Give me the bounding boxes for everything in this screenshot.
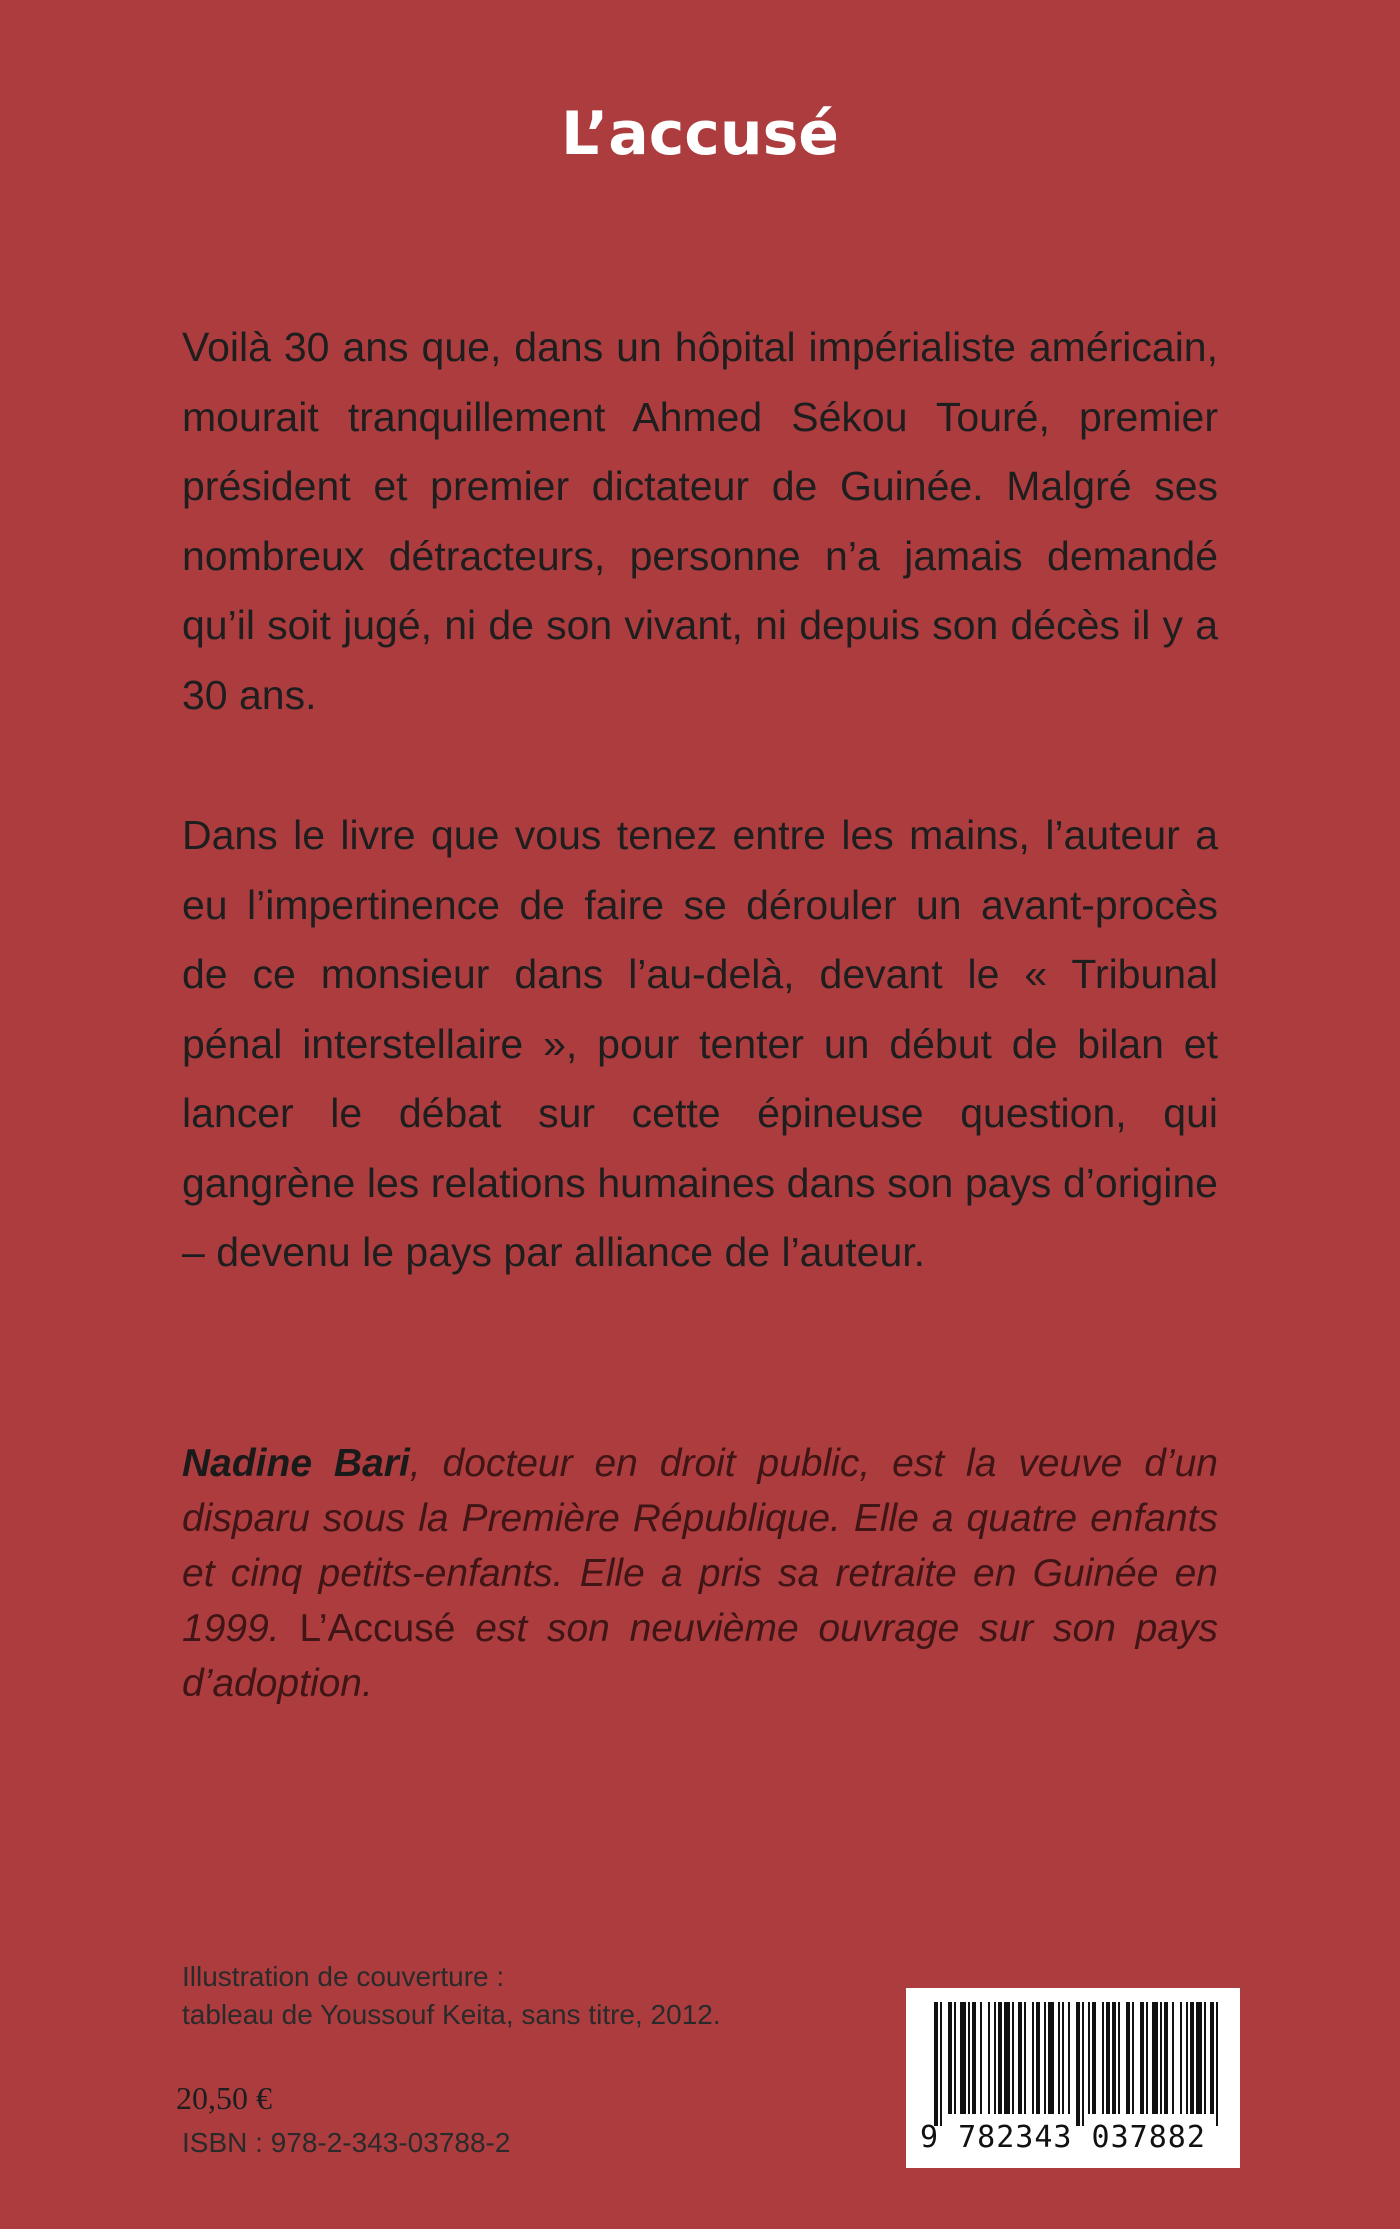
barcode-bar xyxy=(954,2002,956,2114)
barcode xyxy=(906,1988,1240,2168)
barcode-digits: 9 782343 037882 xyxy=(920,2120,1206,2155)
barcode-bar xyxy=(960,2002,966,2114)
barcode-bar xyxy=(948,2002,952,2114)
isbn: ISBN : 978-2-343-03788-2 xyxy=(182,2127,511,2158)
barcode-bar xyxy=(1216,2002,1218,2126)
cover-credit-line-1: Illustration de couverture : xyxy=(182,1961,505,1992)
barcode-bar xyxy=(1048,2002,1054,2114)
barcode-bar xyxy=(1004,2002,1010,2114)
barcode-bar xyxy=(1106,2002,1110,2114)
barcode-bar xyxy=(1132,2002,1134,2114)
barcode-bar xyxy=(998,2002,1002,2114)
barcode-bar xyxy=(1058,2002,1060,2114)
barcode-bar xyxy=(1172,2002,1174,2114)
book-title: L’accusé xyxy=(561,99,839,169)
barcode-bar xyxy=(1204,2002,1206,2114)
barcode-bar xyxy=(1044,2002,1046,2114)
barcode-bar xyxy=(1024,2002,1026,2114)
barcode-bar xyxy=(1190,2002,1194,2114)
barcode-bar xyxy=(1140,2002,1144,2114)
barcode-bar xyxy=(1088,2002,1090,2114)
barcode-bar xyxy=(1210,2002,1214,2114)
barcode-bar xyxy=(1146,2002,1148,2114)
barcode-bar xyxy=(1076,2002,1080,2126)
barcode-bar xyxy=(1118,2002,1120,2114)
barcode-bar xyxy=(994,2002,996,2114)
price: 20,50 € xyxy=(176,2080,272,2116)
author-name: Nadine Bari xyxy=(182,1442,410,1485)
author-bio-book-ref: L’Accusé xyxy=(299,1607,456,1650)
barcode-bar xyxy=(1018,2002,1022,2114)
barcode-bar xyxy=(1180,2002,1182,2114)
barcode-bar xyxy=(940,2002,942,2126)
cover-credit xyxy=(182,1958,721,2034)
barcode-bar xyxy=(1112,2002,1116,2114)
barcode-bar xyxy=(1032,2002,1034,2114)
barcode-bar xyxy=(1068,2002,1070,2114)
barcode-bar xyxy=(1102,2002,1104,2114)
cover-credit-line-2: tableau de Youssouf Keita, sans titre, 2012. xyxy=(182,1999,721,2030)
barcode-bar xyxy=(1160,2002,1162,2114)
barcode-bar xyxy=(1126,2002,1130,2114)
barcode-bar xyxy=(1062,2002,1064,2114)
author-bio-text-2: est son neuvième ouvrage sur son pays d’adoption. xyxy=(182,1607,1218,1705)
barcode-bar xyxy=(1152,2002,1158,2114)
barcode-bar xyxy=(1164,2002,1168,2114)
barcode-bar xyxy=(988,2002,990,2114)
barcode-bar xyxy=(1196,2002,1202,2114)
barcode-bar xyxy=(1186,2002,1188,2114)
blurb-paragraph-1: Voilà 30 ans que, dans un hôpital impérialiste américain, mourait tranquillement Ahmed Sékou Touré, premier président et premier dictateur de Guinée. Malgré ses nombreux détracteurs, personne n’a jamais demandé qu’il soit jugé, ni de son vivant, ni depuis son décès il y a 30 ans. xyxy=(182,324,1218,718)
barcode-bar xyxy=(1036,2002,1040,2114)
barcode-bar xyxy=(980,2002,982,2114)
barcode-bar xyxy=(1012,2002,1014,2114)
author-bio xyxy=(182,1436,1218,1711)
barcode-bar xyxy=(934,2002,938,2126)
barcode-bar xyxy=(968,2002,970,2114)
barcode-bar xyxy=(972,2002,976,2114)
barcode-bar xyxy=(1092,2002,1096,2114)
barcode-bar xyxy=(1082,2002,1084,2126)
author-bio-text-1: , docteur en droit public, est la veuve d’un disparu sous la Première République. Elle a quatre enfants et cinq petits-enfants. Elle a pris sa retraite en Guinée en 1999. xyxy=(182,1442,1218,1650)
blurb-paragraph-2: Dans le livre que vous tenez entre les mains, l’auteur a eu l’impertinence de faire se dérouler un avant-procès de ce monsieur dans l’au-delà, devant le « Tribunal pénal interstellaire », pour tenter un début de bilan et lancer le débat sur cette épineuse question, qui gangrène les relations humaines dans son pays d’origine – devenu le pays par alliance de l’auteur. xyxy=(182,812,1218,1275)
